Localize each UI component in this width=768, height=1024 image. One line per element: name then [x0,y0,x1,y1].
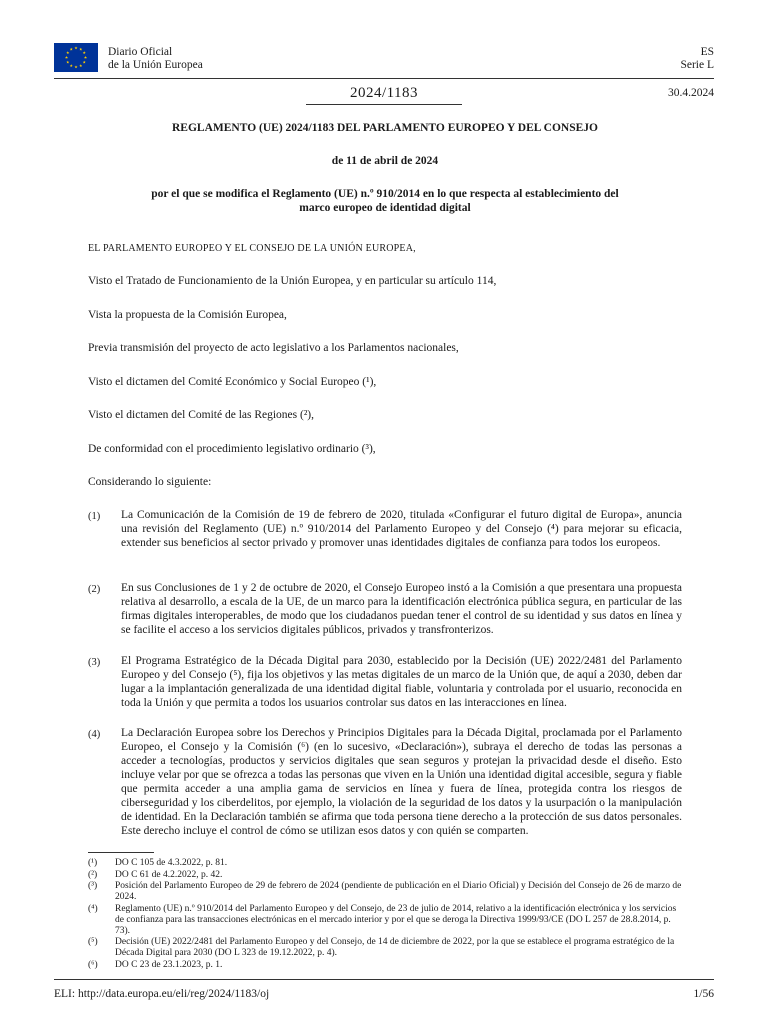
footnote [88,904,682,937]
document-number: 2024/1183 [349,85,419,101]
recital-text: La Declaración Europea sobre los Derechos y Principios Digitales para la Década Digital, proclamada por el Parlamento Europeo, el Consejo y la Comisión (⁶) (en lo sucesivo, «Declaración»), subraya el derecho de todas las personas a acceder a tecnologías, productos y servicios digitales que sean seguros y protejan la privacidad desde el diseño. Esto incluye velar por que se ofrezca a todas las personas que viven en la Unión una identidad digital accesible, segura y fiable que permita acceder a una amplia gama de servicios en línea y fuera de línea, protegida contra los riesgos de ciberseguridad y los ciberdelitos, por ejemplo, la violación de la seguridad de los datos y la usurpación o la manipulación de identidad. En la Declaración también se afirma que toda persona tiene derecho a la protección de sus datos personales. Este derecho incluye el control de cómo se utilizan esos datos y con quién se comparten. [121,727,682,837]
language-series [680,46,714,72]
header-divider [54,78,714,79]
footnote-mark: (³) [88,881,98,891]
footnote [88,937,682,959]
publication-date: 30.4.2024 [668,87,714,99]
footnote [88,960,682,971]
preamble-intro: EL PARLAMENTO EUROPEO Y EL CONSEJO DE LA UNIÓN EUROPEA, [88,243,416,254]
footnote [88,858,682,869]
recital-text: En sus Conclusiones de 1 y 2 de octubre de 2020, el Consejo Europeo instó a la Comisión a que presentara una propuesta relativa al desarrollo, a escala de la UE, de un marco para la identificación electrónica pública segura, en particular de las firmas digitales interoperables, de modo que los ciudadanos puedan tener el control de su identidad y sus datos en línea y se facilite el acceso a los servicios digitales públicos, privados y transfronterizos. [121,582,682,636]
footnote-mark: (⁶) [88,960,98,970]
recital-text: La Comunicación de la Comisión de 19 de febrero de 2020, titulada «Configurar el futuro digital de Europa», anuncia una revisión del Reglamento (UE) n.º 910/2014 del Parlamento Europeo y del Consejo (⁴) para mejorar su eficacia, extender sus beneficios al sector privado y promover unas identidades digitales de confianza para todos los europeos. [121,509,682,549]
regulation-subject [90,187,680,215]
footnote-text: DO C 105 de 4.3.2022, p. 81. [115,858,228,868]
footnote-text: DO C 23 de 23.1.2023, p. 1. [115,960,223,970]
regulation-subject-line-1: por el que se modifica el Reglamento (UE) n.º 910/2014 en lo que respecta al establecimiento del [151,188,619,200]
recital-text: El Programa Estratégico de la Década Digital para 2030, establecido por la Decisión (UE) 2022/2481 del Parlamento Europeo y del Consejo (⁵), fija los objetivos y las metas digitales de un marco de la Unión que, de aquí a 2030, deben dar lugar a la implantación generalizada de una identidad digital fiable, voluntaria y controlada por el usuario, reconocida en toda la Unión y que permita a todos los usuarios controlar sus datos en las interacciones en línea. [121,655,682,709]
footnote-text: Posición del Parlamento Europeo de 29 de febrero de 2024 (pendiente de publicación en el Diario Oficial) y Decisión del Consejo de 26 de marzo de 2024. [115,881,682,902]
citation-procedure: De conformidad con el procedimiento legislativo ordinario (³), [88,443,376,455]
footnote-divider [88,852,154,853]
citation-ecosoc: Visto el dictamen del Comité Económico y Social Europeo (¹), [88,376,377,388]
document-number-underline [306,104,462,105]
recital-number: (4) [88,729,101,740]
series-label: Serie L [680,59,714,71]
eli-link[interactable]: ELI: http://data.europa.eu/eli/reg/2024/1183/oj [54,988,270,1000]
recital-number: (1) [88,511,101,522]
citation-national-parliaments: Previa transmisión del proyecto de acto legislativo a los Parlamentos nacionales, [88,342,459,354]
language-code: ES [700,46,714,58]
footer-divider [54,979,714,980]
footnote-text: Reglamento (UE) n.º 910/2014 del Parlamento Europeo y del Consejo, de 23 de julio de 2014, relativo a la identificación electrónica y los servicios de confianza para las transacciones electrónicas en el mercado interior y por el que se deroga la Directiva 1999/93/CE (DO L 257 de 28.8.2014, p. 73). [115,904,677,936]
regulation-date: de 11 de abril de 2024 [331,155,439,167]
recital-number: (3) [88,657,101,668]
footnote-mark: (¹) [88,858,98,868]
recital-number: (2) [88,584,101,595]
journal-name [108,46,203,72]
page-number: 1/56 [693,988,714,1000]
citation-proposal: Vista la propuesta de la Comisión Europea, [88,309,287,321]
citation-treaty: Visto el Tratado de Funcionamiento de la Unión Europea, y en particular su artículo 114, [88,275,497,287]
citation-regions: Visto el dictamen del Comité de las Regiones (²), [88,409,314,421]
footnote [88,870,682,881]
eu-flag-icon [54,43,98,72]
footnote-mark: (²) [88,870,98,880]
footnote [88,881,682,903]
journal-line-1: Diario Oficial [108,46,173,58]
footnote-text: Decisión (UE) 2022/2481 del Parlamento Europeo y del Consejo, de 14 de diciembre de 2022, por la que se establece el programa estratégico de la Década Digital para 2030 (DO L 323 de 19.12.2022, p. 4). [115,937,675,958]
footnote-text: DO C 61 de 4.2.2022, p. 42. [115,870,223,880]
footnote-mark: (⁴) [88,904,98,914]
footnote-mark: (⁵) [88,937,98,947]
regulation-subject-line-2: marco europeo de identidad digital [299,202,471,214]
journal-line-2: de la Unión Europea [108,59,203,71]
regulation-title: REGLAMENTO (UE) 2024/1183 DEL PARLAMENTO EUROPEO Y DEL CONSEJO [172,122,598,134]
recitals-intro: Considerando lo siguiente: [88,476,212,488]
